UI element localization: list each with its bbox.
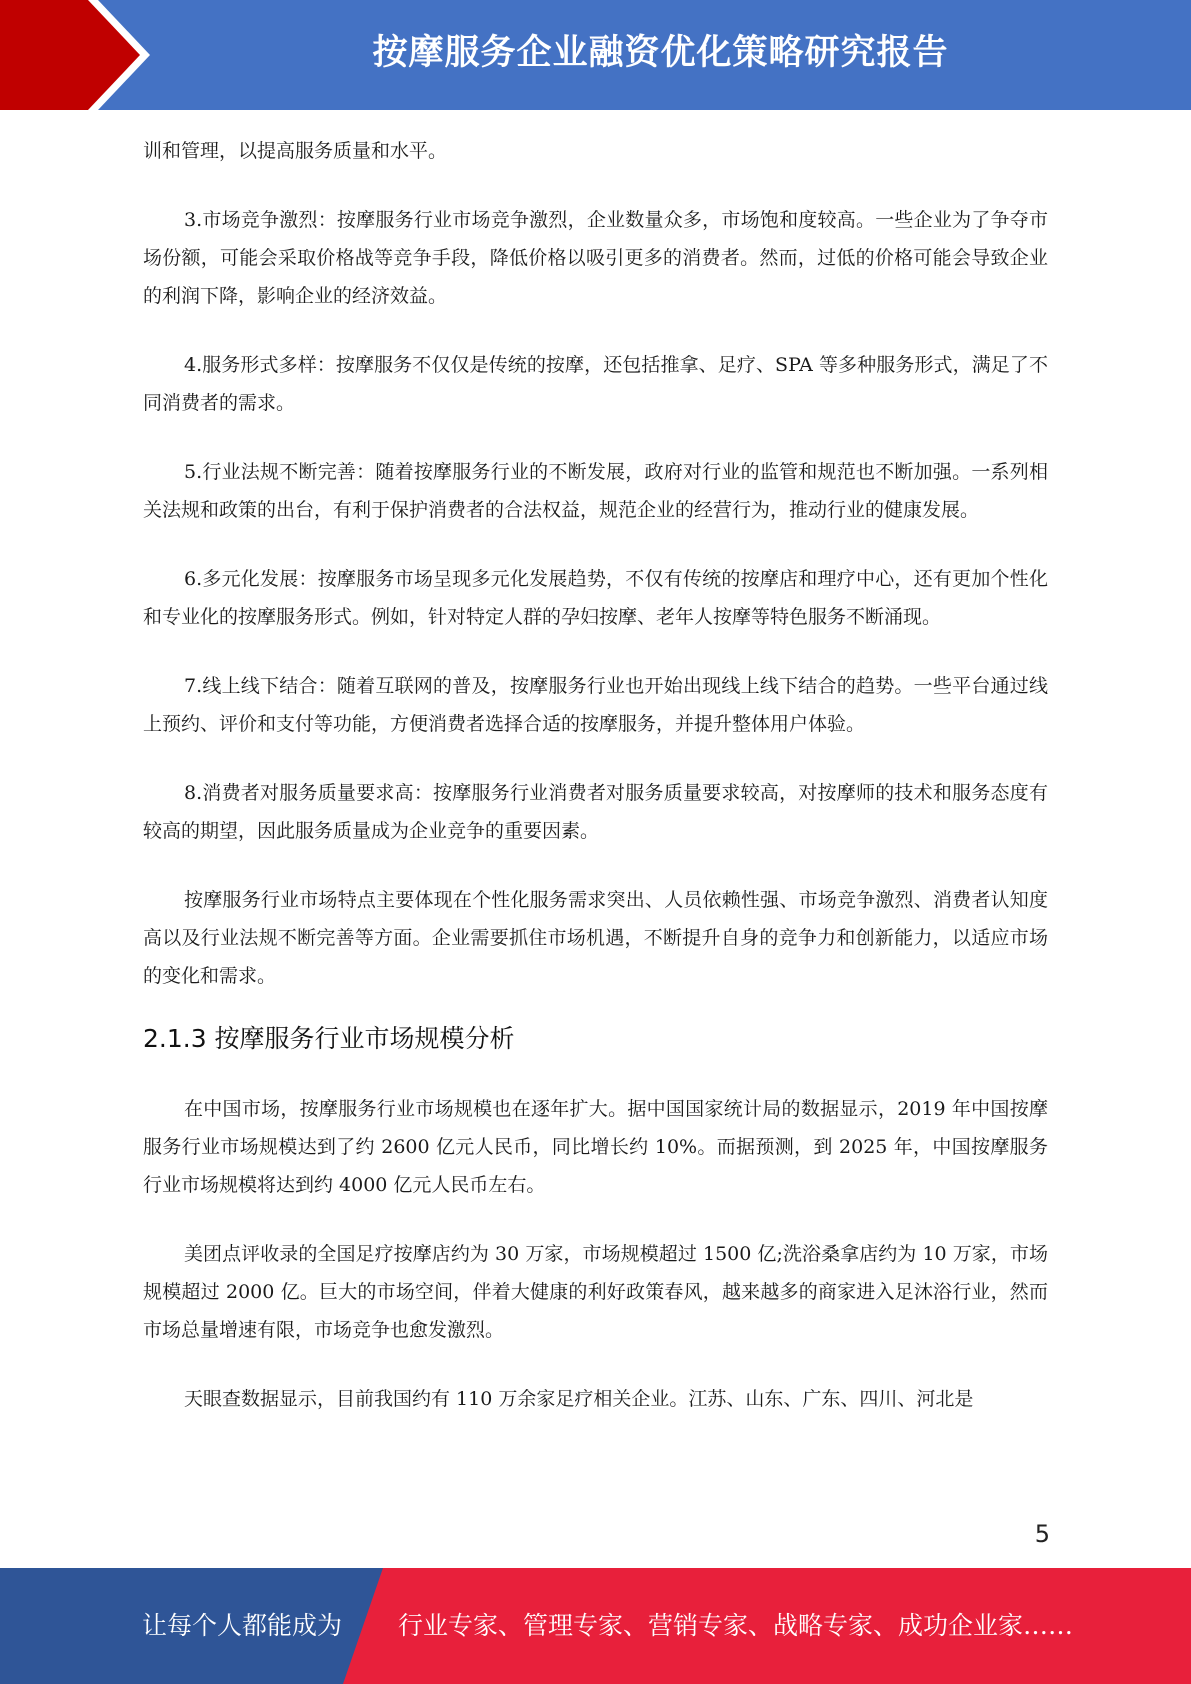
- paragraph-point-6: 6.多元化发展：按摩服务市场呈现多元化发展趋势，不仅有传统的按摩店和理疗中心，还有更加个性化和专业化的按摩服务形式。例如，针对特定人群的孕妇按摩、老年人按摩等特色服务不断涌现。: [143, 568, 1048, 628]
- paragraph-tianyancha: 天眼查数据显示，目前我国约有 110 万余家足疗相关企业。江苏、山东、广东、四川、河北是: [184, 1388, 974, 1410]
- footer-slogan-right: 行业专家、管理专家、营销专家、战略专家、成功企业家……: [398, 1611, 1074, 1640]
- section-heading: 2.1.3 按摩服务行业市场规模分析: [143, 1024, 515, 1053]
- document-body: [143, 132, 1048, 1418]
- paragraph-meituan: 美团点评收录的全国足疗按摩店约为 30 万家，市场规模超过 1500 亿;洗浴桑拿店约为 10 万家，市场规模超过 2000 亿。巨大的市场空间，伴着大健康的利好政策春风，越来越多的商家进入足沐浴行业，然而市场总量增速有限，市场竞争也愈发激烈。: [143, 1243, 1048, 1341]
- paragraph-point-5: 5.行业法规不断完善：随着按摩服务行业的不断发展，政府对行业的监管和规范也不断加强。一系列相关法规和政策的出台，有利于保护消费者的合法权益，规范企业的经营行为，推动行业的健康发展。: [143, 461, 1048, 521]
- header-band: [0, 0, 1191, 110]
- paragraph-summary: 按摩服务行业市场特点主要体现在个性化服务需求突出、人员依赖性强、市场竞争激烈、消费者认知度高以及行业法规不断完善等方面。企业需要抓住市场机遇，不断提升自身的竞争力和创新能力，以适应市场的变化和需求。: [143, 889, 1048, 987]
- paragraph-continued: 训和管理，以提高服务质量和水平。: [143, 140, 448, 162]
- footer-band: [0, 1568, 1191, 1684]
- page-number: 5: [1034, 1520, 1050, 1548]
- paragraph-point-4: 4.服务形式多样：按摩服务不仅仅是传统的按摩，还包括推拿、足疗、SPA 等多种服务形式，满足了不同消费者的需求。: [143, 354, 1048, 414]
- footer-slogan-left: 让每个人都能成为: [142, 1611, 343, 1640]
- header-chevron-decoration: [0, 0, 160, 110]
- document-title: 按摩服务企业融资优化策略研究报告: [372, 33, 949, 73]
- paragraph-point-8: 8.消费者对服务质量要求高：按摩服务行业消费者对服务质量要求较高，对按摩师的技术和服务态度有较高的期望，因此服务质量成为企业竞争的重要因素。: [143, 782, 1048, 842]
- paragraph-point-3: 3.市场竞争激烈：按摩服务行业市场竞争激烈，企业数量众多，市场饱和度较高。一些企业为了争夺市场份额，可能会采取价格战等竞争手段，降低价格以吸引更多的消费者。然而，过低的价格可能会导致企业的利润下降，影响企业的经济效益。: [143, 209, 1048, 307]
- paragraph-point-7: 7.线上线下结合：随着互联网的普及，按摩服务行业也开始出现线上线下结合的趋势。一些平台通过线上预约、评价和支付等功能，方便消费者选择合适的按摩服务，并提升整体用户体验。: [143, 675, 1048, 735]
- paragraph-market-size: 在中国市场，按摩服务行业市场规模也在逐年扩大。据中国国家统计局的数据显示，2019 年中国按摩服务行业市场规模达到了约 2600 亿元人民币，同比增长约 10%。而据预测，到 2025 年，中国按摩服务行业市场规模将达到约 4000 亿元人民币左右。: [143, 1098, 1048, 1196]
